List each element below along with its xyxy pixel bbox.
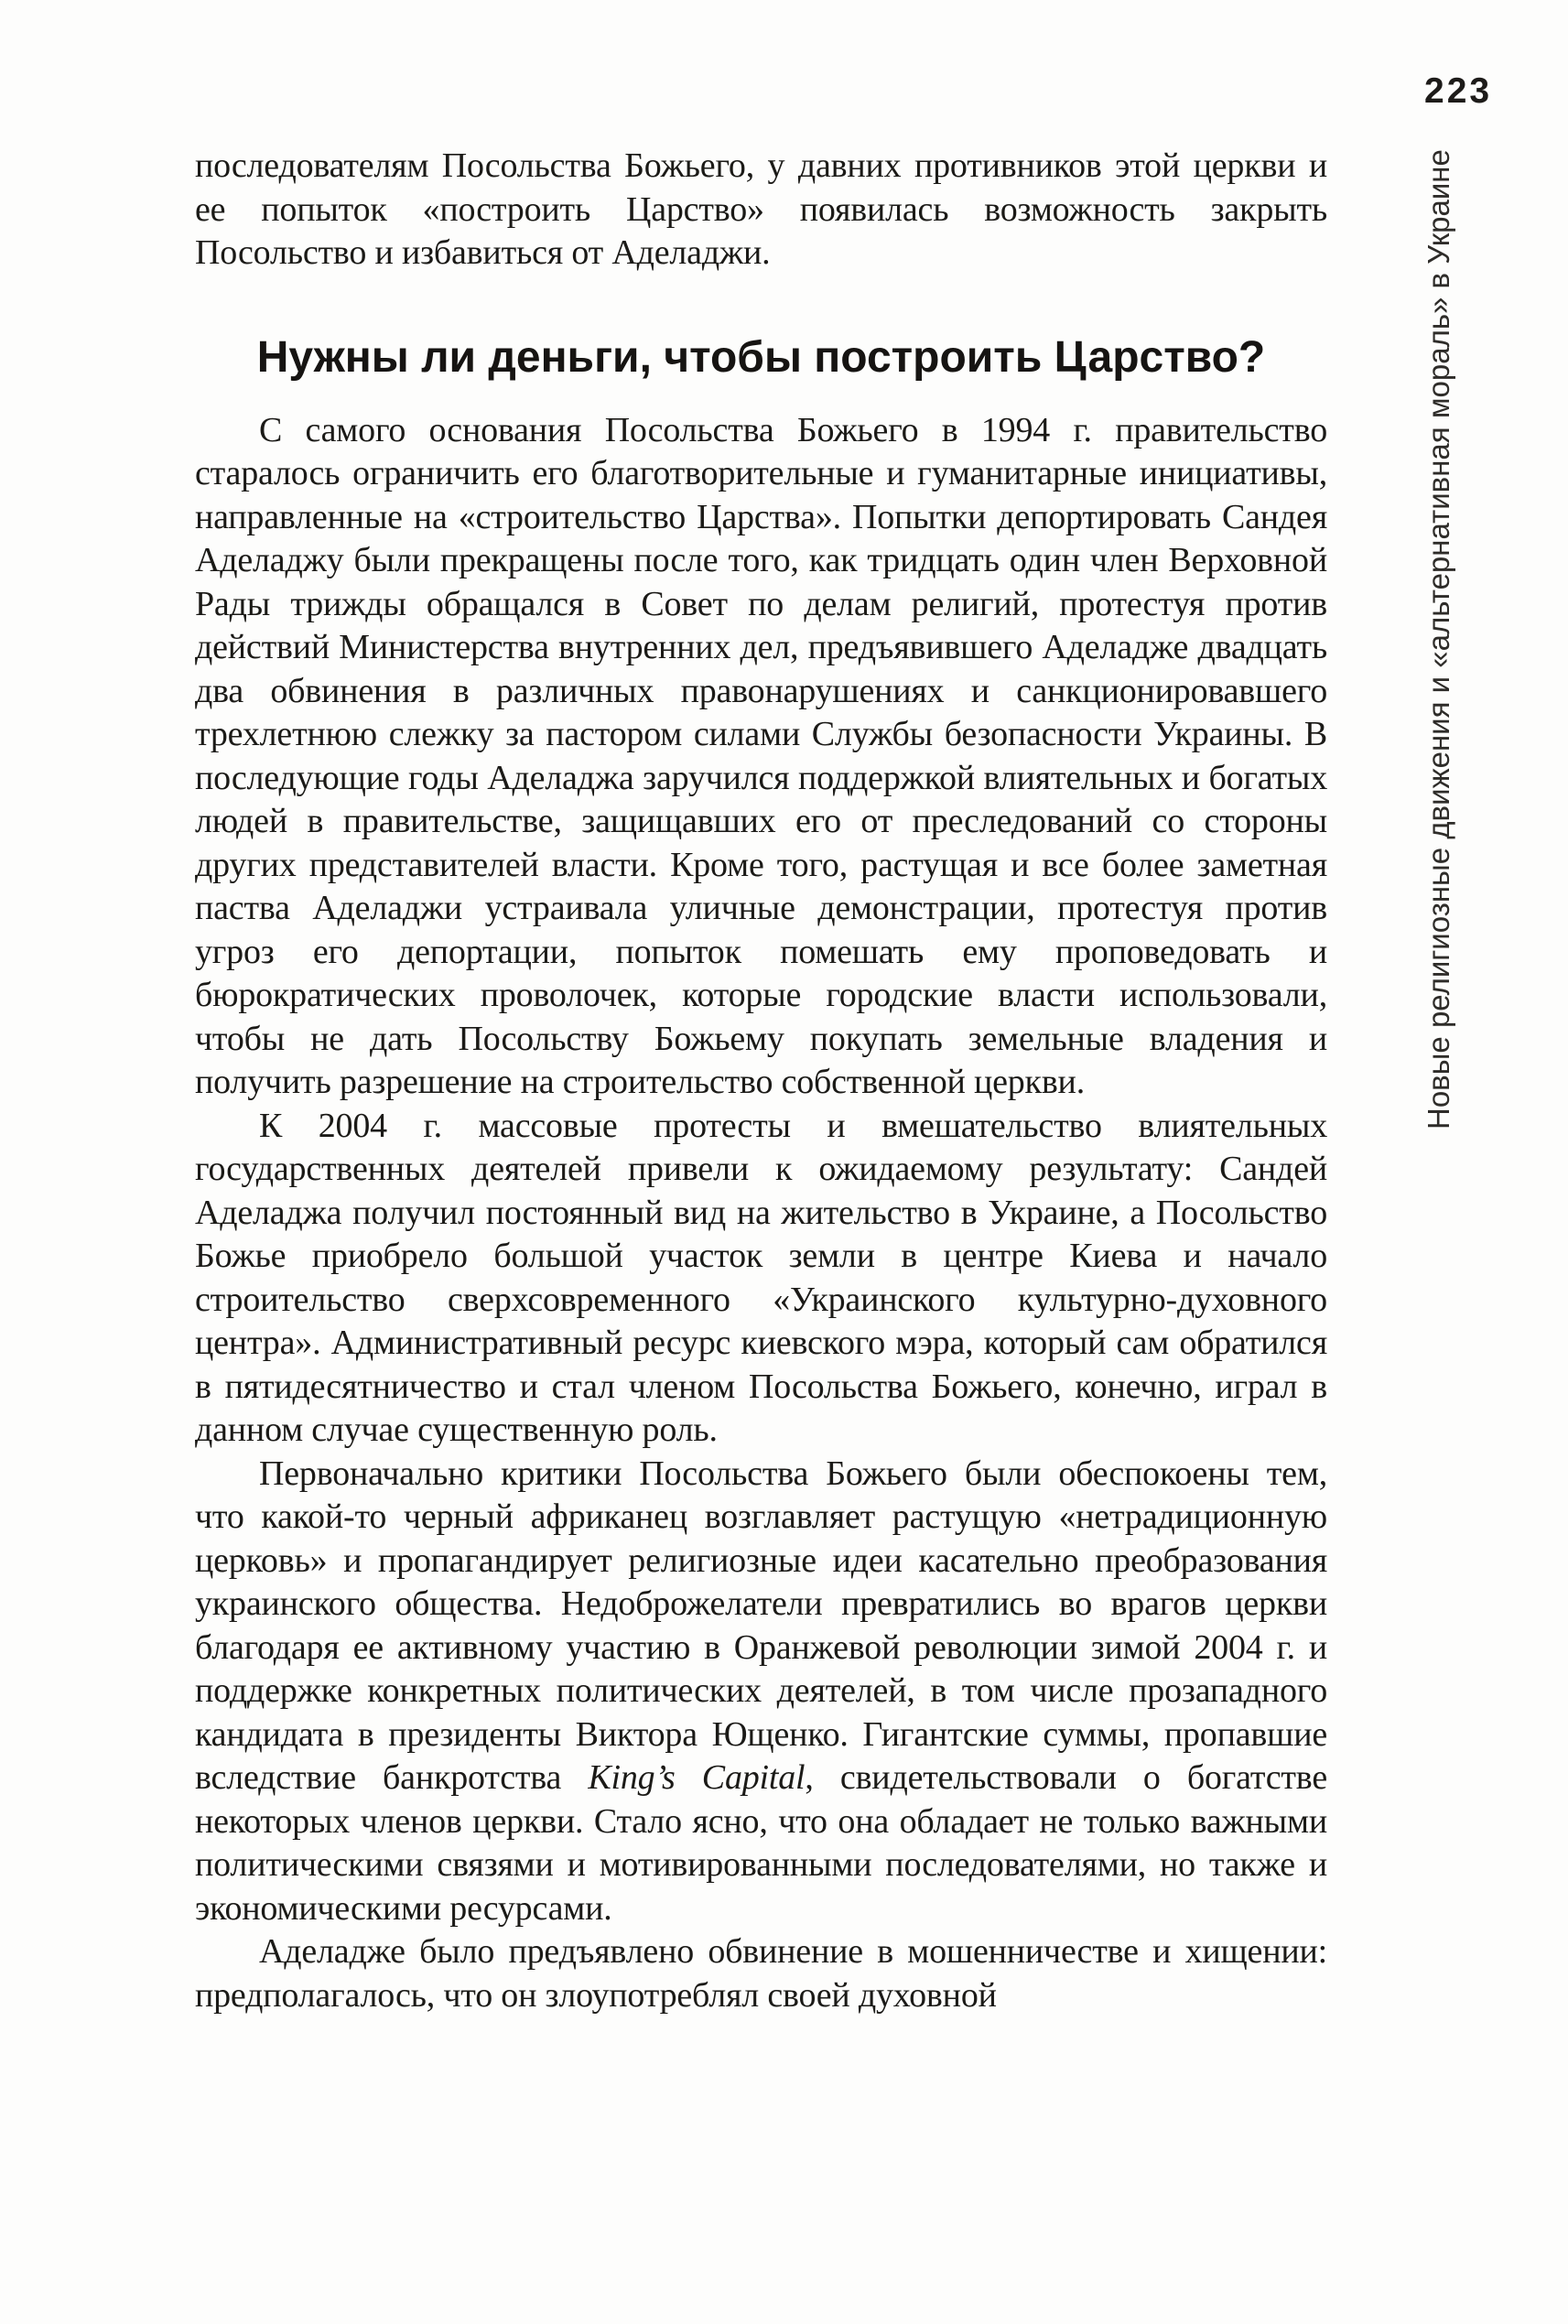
body-paragraphs [195,409,1327,2018]
paragraph-continued: последователям Посольства Божьего, у давних противников этой церкви и ее попыток «построить Царство» появилась возможность закрыть Посольство и избавиться от Аделаджи. [195,146,1327,272]
text-segment: С самого основания Посольства Божьего в 1994 г. правительство старалось ограничить его благотворительные и гуманитарные инициативы, направленные на «строительство Царства». Попытки депортировать Сандея Аделаджу были прекращены после того, как тридцать один член Верховной Рады трижды обращался в Совет по делам религий, протестуя против действий Министерства внутренних дел, предъявившего Аделадже двадцать два обвинения в различных правонарушениях и санкционировавшего трехлетнюю слежку за пастором силами Службы безопасности Украины. В последующие годы Аделаджа заручился поддержкой влиятельных и богатых людей в правительстве, защищавших его от преследований со стороны других представителей власти. Кроме того, растущая и все более заметная паства Аделаджи устраивала уличные демонстрации, протестуя против угроз его депортации, попыток помешать ему проповедовать и бюрократических проволочек, которые городские власти использовали, чтобы не дать Посольству Божьему покупать земельные владения и получить разрешение на строительство собственной церкви. [195,410,1327,1101]
text-segment: Первоначально критики Посольства Божьего были обеспокоены тем, что какой-то черный африканец возглавляет растущую «нетрадиционную церковь» и пропагандирует религиозные идеи касательно преобразования украинского общества. Недоброжелатели превратились во врагов церкви благодаря ее активному участию в Оранжевой революции зимой 2004 г. и поддержке конкретных политических деятелей, в том числе прозападного кандидата в президенты Виктора Ющенко. Гигантские суммы, пропавшие вследствие банкротства [195,1454,1327,1797]
section-heading: Нужны ли деньги, чтобы построить Царство? [256,332,1266,382]
text-segment: , свидетельствовали о богатстве некоторых членов церкви. Стало ясно, что она обладает не только важными политическими связями и мотивированными последователями, но также и экономическими ресурсами. [195,1758,1327,1928]
margin-vertical-title: Новые религиозные движения и «альтернативная мораль» в Украине [1422,149,1455,1130]
paragraph [195,1930,1327,2017]
page-content [195,145,1327,2017]
text-segment: Аделадже было предъявлено обвинение в мошенничестве и хищении: предполагалось, что он злоупотреблял своей духовной [195,1932,1327,2015]
text-segment: К 2004 г. массовые протесты и вмешательство влиятельных государственных деятелей привели к ожидаемому результату: Сандей Аделаджа получил постоянный вид на жительство в Украине, а Посольство Божье приобрело большой участок земли в центре Киева и начало строительство сверхсовременного «Украинского культурно-духовного центра». Административный ресурс киевского мэра, который сам обратился в пятидесятничество и стал членом Посольства Божьего, конечно, играл в данном случае существенную роль. [195,1106,1327,1449]
page-number: 223 [1424,71,1493,111]
italic-work-title: King’s Capital [588,1758,806,1797]
paragraph [195,409,1327,1105]
paragraph [195,1453,1327,1931]
paragraph [195,1105,1327,1453]
